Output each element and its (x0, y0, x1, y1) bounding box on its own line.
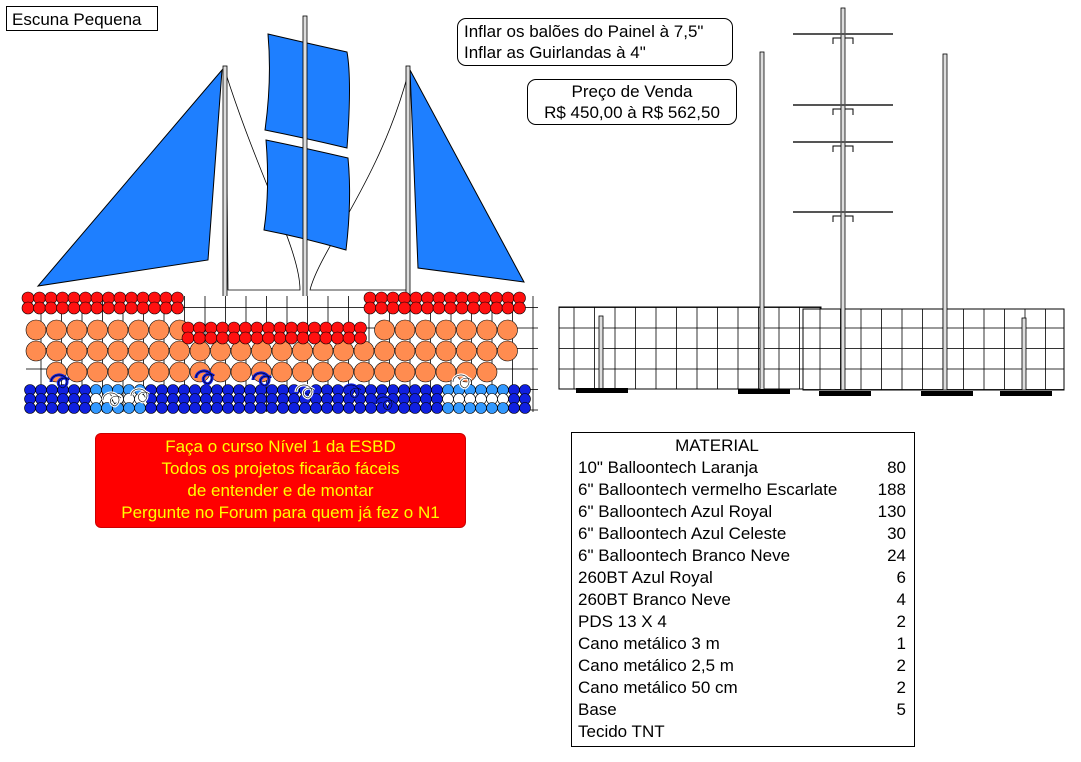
red-balloon (433, 302, 445, 314)
blue-balloon (80, 403, 91, 414)
red-balloon (228, 332, 240, 344)
orange-balloon (67, 320, 87, 340)
red-balloon (126, 302, 138, 314)
red-balloon (364, 302, 376, 314)
red-balloon (286, 332, 298, 344)
blue-balloon (179, 403, 190, 414)
orange-balloon (170, 362, 190, 382)
blue-balloon (36, 403, 47, 414)
material-name: 6" Balloontech Azul Royal (578, 502, 773, 521)
material-qty: 2 (896, 678, 906, 697)
material-qty: 80 (887, 458, 906, 477)
orange-balloon (477, 320, 497, 340)
inflation-note-line-2: Inflar as Guirlandas à 4" (464, 43, 646, 62)
blue-balloon (124, 403, 135, 414)
blue-balloon (487, 403, 498, 414)
red-balloon (68, 302, 80, 314)
orange-balloon (211, 341, 231, 361)
red-balloon (479, 302, 491, 314)
blue-balloon (278, 403, 289, 414)
red-balloon (422, 302, 434, 314)
pole-center (841, 8, 845, 390)
red-balloon (309, 332, 321, 344)
promo-line-1: Faça o curso Nível 1 da ESBD (165, 437, 396, 456)
red-balloon (182, 332, 194, 344)
orange-balloon (26, 320, 46, 340)
material-qty: 2 (896, 656, 906, 675)
blue-balloon (245, 403, 256, 414)
red-balloon (502, 302, 514, 314)
red-balloon (343, 332, 355, 344)
orange-balloon (108, 362, 128, 382)
blue-balloon (498, 403, 509, 414)
orange-balloon (88, 362, 108, 382)
orange-balloon (149, 320, 169, 340)
material-name: 260BT Branco Neve (578, 590, 731, 609)
blue-balloon (267, 403, 278, 414)
red-balloon (376, 302, 388, 314)
blue-balloon (289, 403, 300, 414)
red-balloon (91, 302, 103, 314)
blue-balloon (366, 403, 377, 414)
orange-balloon (375, 320, 395, 340)
price-range: R$ 450,00 à R$ 562,50 (544, 103, 720, 122)
ship-illustration (22, 16, 538, 414)
material-list (571, 432, 915, 747)
material-row (578, 567, 906, 589)
blue-balloon (454, 403, 465, 414)
orange-balloon (395, 320, 415, 340)
blue-balloon (410, 403, 421, 414)
orange-balloon (47, 320, 67, 340)
orange-balloon (149, 341, 169, 361)
orange-balloon (272, 341, 292, 361)
orange-balloon (272, 362, 292, 382)
orange-balloon (129, 362, 149, 382)
material-name: 6" Balloontech Azul Celeste (578, 524, 787, 543)
course-promo-banner (95, 433, 466, 528)
orange-balloon (231, 362, 251, 382)
material-name: Tecido TNT (578, 722, 665, 741)
material-name: Cano metálico 50 cm (578, 678, 738, 697)
orange-balloon (457, 341, 477, 361)
orange-balloon (129, 341, 149, 361)
orange-balloon (436, 320, 456, 340)
blue-balloon (47, 403, 58, 414)
pole-tall-right (943, 54, 947, 390)
material-name: 6" Balloontech vermelho Escarlate (578, 480, 838, 499)
material-name: 10" Balloontech Laranja (578, 458, 758, 477)
material-row (578, 501, 906, 523)
price-label: Preço de Venda (571, 82, 693, 101)
material-row (578, 611, 906, 633)
blue-balloon (322, 403, 333, 414)
red-balloon (194, 332, 206, 344)
blue-balloon (333, 403, 344, 414)
orange-balloon (354, 341, 374, 361)
material-header: MATERIAL (675, 436, 759, 455)
material-row (578, 677, 906, 699)
orange-balloon (375, 341, 395, 361)
left-jib-sail (38, 70, 222, 286)
orange-balloon (498, 341, 518, 361)
blue-balloon (355, 403, 366, 414)
pole-short-right (1022, 318, 1026, 390)
red-balloon (240, 332, 252, 344)
orange-balloon (313, 362, 333, 382)
orange-balloon (395, 341, 415, 361)
red-balloon (22, 302, 34, 314)
blue-balloon (135, 403, 146, 414)
blue-balloon (399, 403, 410, 414)
orange-balloon (26, 341, 46, 361)
material-qty: 130 (877, 502, 906, 521)
material-name: 6" Balloontech Branco Neve (578, 546, 791, 565)
red-balloon (274, 332, 286, 344)
material-qty: 188 (877, 480, 906, 499)
page-title-text: Escuna Pequena (12, 10, 142, 29)
promo-line-4: Pergunte no Forum para quem já fez o N1 (121, 503, 440, 522)
red-balloon (149, 302, 161, 314)
material-qty: 6 (896, 568, 906, 587)
orange-balloon (149, 362, 169, 382)
orange-balloon (293, 362, 313, 382)
page-title (6, 6, 158, 31)
orange-balloon (395, 362, 415, 382)
mast-center (303, 16, 307, 318)
orange-balloon (477, 362, 497, 382)
red-balloon (103, 302, 115, 314)
price-box (527, 79, 737, 125)
material-row (578, 721, 906, 743)
red-balloon (217, 332, 229, 344)
inflation-note-line-1: Inflar os balões do Painel à 7,5" (464, 22, 704, 41)
red-balloon (205, 332, 217, 344)
blue-balloon (520, 403, 531, 414)
orange-balloon (354, 362, 374, 382)
orange-balloon (457, 320, 477, 340)
red-balloon (491, 302, 503, 314)
material-name: Cano metálico 2,5 m (578, 656, 734, 675)
red-balloon (468, 302, 480, 314)
blue-balloon (476, 403, 487, 414)
blue-balloon (25, 403, 36, 414)
blue-balloon (300, 403, 311, 414)
orange-balloon (436, 341, 456, 361)
material-qty: 1 (896, 634, 906, 653)
red-balloon (263, 332, 275, 344)
red-balloon (387, 302, 399, 314)
orange-balloon (47, 341, 67, 361)
material-row (578, 545, 906, 567)
red-balloon (57, 302, 69, 314)
red-balloon (410, 302, 422, 314)
blue-balloon (223, 403, 234, 414)
material-row (578, 655, 906, 677)
orange-balloon (334, 362, 354, 382)
orange-balloon (477, 341, 497, 361)
red-balloon (80, 302, 92, 314)
red-balloon (34, 302, 46, 314)
orange-balloon (108, 320, 128, 340)
red-balloon (172, 302, 184, 314)
right-sail (410, 70, 524, 282)
material-qty: 2 (896, 612, 906, 631)
blue-balloon (432, 403, 443, 414)
blue-balloon (212, 403, 223, 414)
orange-balloon (129, 320, 149, 340)
promo-line-2: Todos os projetos ficarão fáceis (161, 459, 400, 478)
blue-balloon (190, 403, 201, 414)
red-balloon (114, 302, 126, 314)
material-qty: 4 (896, 590, 906, 609)
grid-panel-left (559, 307, 821, 389)
blue-balloon (91, 403, 102, 414)
material-name: 260BT Azul Royal (578, 568, 713, 587)
orange-balloon (88, 320, 108, 340)
material-name: Cano metálico 3 m (578, 634, 720, 653)
material-name: PDS 13 X 4 (578, 612, 667, 631)
orange-balloon (211, 362, 231, 382)
mast-left (223, 66, 227, 318)
inflation-note (457, 18, 733, 66)
red-balloon (514, 302, 526, 314)
mast-right (406, 66, 410, 318)
blue-balloon (234, 403, 245, 414)
orange-balloon (67, 341, 87, 361)
orange-balloon (416, 341, 436, 361)
material-row (578, 699, 906, 721)
material-row (578, 523, 906, 545)
material-qty: 30 (887, 524, 906, 543)
blue-balloon (443, 403, 454, 414)
orange-balloon (375, 362, 395, 382)
red-balloon (297, 332, 309, 344)
blue-balloon (157, 403, 168, 414)
material-row (578, 633, 906, 655)
promo-line-3: de entender e de montar (187, 481, 374, 500)
red-balloon (355, 332, 367, 344)
pole-tall-left (760, 52, 764, 390)
red-balloon (445, 302, 457, 314)
blue-balloon (256, 403, 267, 414)
material-qty: 5 (896, 700, 906, 719)
material-row (578, 589, 906, 611)
blue-balloon (58, 403, 69, 414)
blue-balloon (421, 403, 432, 414)
blue-balloon (146, 403, 157, 414)
blue-balloon (69, 403, 80, 414)
pole-short-left (599, 316, 603, 390)
material-name: Base (578, 700, 617, 719)
orange-balloon (416, 320, 436, 340)
blue-balloon (509, 403, 520, 414)
blue-balloon (344, 403, 355, 414)
red-balloon (160, 302, 172, 314)
material-qty: 24 (887, 546, 906, 565)
red-balloon (251, 332, 263, 344)
blue-balloon (311, 403, 322, 414)
red-balloon (320, 332, 332, 344)
material-row (578, 479, 906, 501)
red-balloon (456, 302, 468, 314)
red-balloon (332, 332, 344, 344)
red-balloon (399, 302, 411, 314)
blue-balloon (201, 403, 212, 414)
blue-balloon (465, 403, 476, 414)
structure-diagram (559, 8, 1064, 396)
blue-balloon (168, 403, 179, 414)
orange-balloon (498, 320, 518, 340)
red-balloon (45, 302, 57, 314)
orange-balloon (416, 362, 436, 382)
orange-balloon (108, 341, 128, 361)
material-row (578, 457, 906, 479)
red-balloon (137, 302, 149, 314)
orange-balloon (88, 341, 108, 361)
